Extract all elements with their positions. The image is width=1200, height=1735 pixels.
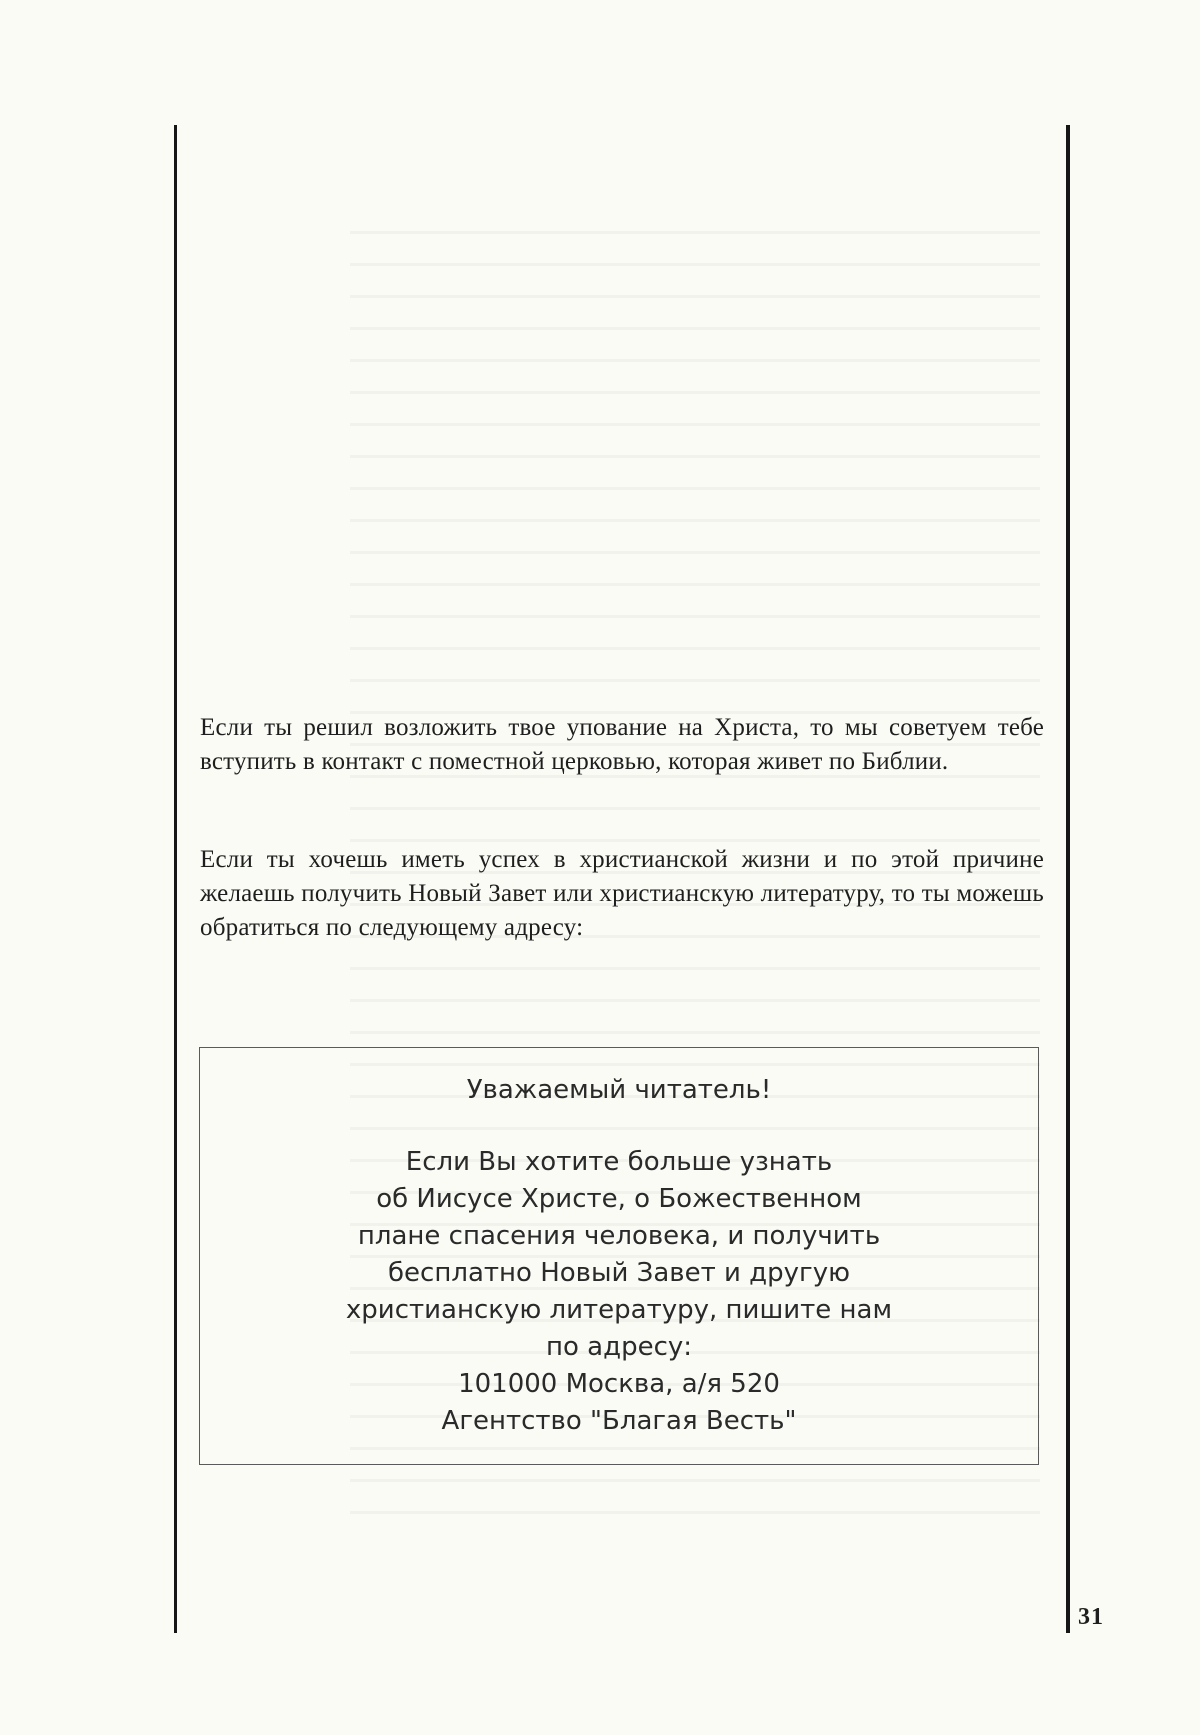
notice-line: Если Вы хотите больше узнать <box>405 1147 833 1177</box>
notice-heading: Уважаемый читатель! <box>466 1075 772 1105</box>
notice-line: плане спасения человека, и получить <box>357 1221 881 1251</box>
notice-box <box>199 1047 1039 1465</box>
notice-agency-line: Агентство "Благая Весть" <box>441 1406 797 1436</box>
page-number: 31 <box>1078 1604 1104 1630</box>
left-margin-rule <box>174 125 177 1633</box>
right-margin-rule <box>1066 125 1070 1633</box>
notice-line: христианскую литературу, пишите нам <box>345 1295 893 1325</box>
notice-line: по адресу: <box>545 1332 693 1362</box>
notice-text <box>200 1144 1038 1440</box>
notice-address-line: 101000 Москва, а/я 520 <box>458 1369 780 1399</box>
notice-line: об Иисусе Христе, о Божественном <box>376 1184 862 1214</box>
paragraph-church-contact: Если ты решил возложить твое упование на Христа, то мы советуем тебе вступить в контакт с поместной церковью, которая живет по Библии. <box>200 714 1044 775</box>
notice-line: бесплатно Новый Завет и другую <box>388 1258 850 1288</box>
paragraph-literature-request: Если ты хочешь иметь успех в христианской жизни и по этой причине желаешь получить Новый Завет или христианскую литературу, то ты можешь обратиться по следующему адресу: <box>200 846 1044 941</box>
